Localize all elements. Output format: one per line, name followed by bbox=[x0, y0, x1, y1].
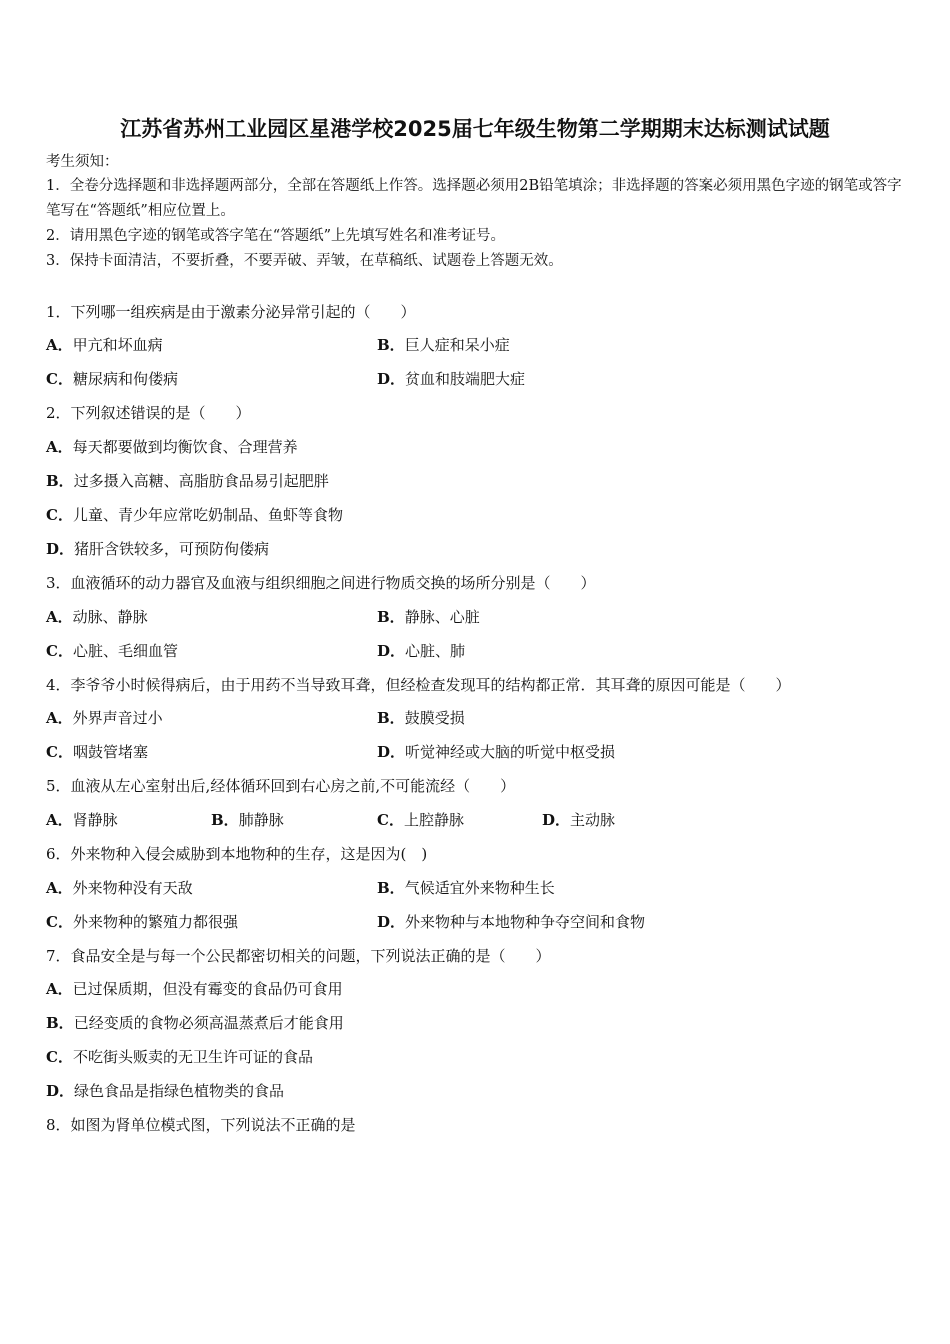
option-text: 绿色食品是指绿色植物类的食品 bbox=[74, 1082, 285, 1100]
option-letter: C． bbox=[46, 913, 73, 931]
notice-item-3: 3．保持卡面清洁，不要折叠，不要弄破、弄皱，在草稿纸、试题卷上答题无效。 bbox=[46, 253, 563, 269]
q6-option-a bbox=[46, 877, 193, 898]
option-text: 已经变质的食物必须高温蒸煮后才能食用 bbox=[73, 1014, 344, 1032]
q3-option-d bbox=[377, 640, 465, 661]
option-text: 外来物种与本地物种争夺空间和食物 bbox=[405, 913, 646, 931]
option-text: 儿童、青少年应常吃奶制品、鱼虾等食物 bbox=[72, 506, 343, 524]
option-letter: A． bbox=[46, 608, 73, 626]
q5-option-b bbox=[211, 809, 284, 830]
notice-heading: 考生须知： bbox=[46, 154, 119, 170]
q6-option-d bbox=[377, 911, 645, 932]
option-letter: C． bbox=[46, 642, 73, 660]
option-text: 心脏、肺 bbox=[405, 642, 466, 660]
option-text: 贫血和肢端肥大症 bbox=[405, 370, 526, 388]
option-letter: B． bbox=[46, 1014, 74, 1032]
option-text: 糖尿病和佝偻病 bbox=[72, 370, 178, 388]
q5-option-d bbox=[542, 809, 615, 830]
option-letter: C． bbox=[46, 1048, 73, 1066]
question-6-stem: 6．外来物种入侵会威胁到本地物种的生存，这是因为( ) bbox=[46, 845, 428, 863]
option-letter: C． bbox=[377, 811, 404, 829]
option-text: 静脉、心脏 bbox=[404, 608, 480, 626]
option-text: 外界声音过小 bbox=[72, 709, 163, 727]
option-letter: B． bbox=[377, 709, 405, 727]
q4-option-a bbox=[46, 707, 163, 728]
option-text: 鼓膜受损 bbox=[404, 709, 465, 727]
q7-option-d bbox=[46, 1080, 284, 1101]
q7-option-a bbox=[46, 978, 343, 999]
option-text: 气候适宜外来物种生长 bbox=[404, 879, 555, 897]
q5-option-c bbox=[377, 809, 464, 830]
option-letter: B． bbox=[377, 336, 405, 354]
option-letter: D． bbox=[377, 913, 406, 931]
q2-option-d bbox=[46, 538, 269, 559]
question-1-stem: 1．下列哪一组疾病是由于激素分泌异常引起的（ ） bbox=[46, 303, 416, 321]
option-letter: A． bbox=[46, 438, 73, 456]
q1-option-a bbox=[46, 334, 163, 355]
option-letter: B． bbox=[377, 879, 405, 897]
question-8-stem: 8．如图为肾单位模式图，下列说法不正确的是 bbox=[46, 1116, 356, 1134]
option-letter: A． bbox=[46, 336, 73, 354]
q3-option-a bbox=[46, 606, 148, 627]
option-text: 上腔静脉 bbox=[403, 811, 464, 829]
option-text: 不吃街头贩卖的无卫生许可证的食品 bbox=[72, 1048, 313, 1066]
option-text: 主动脉 bbox=[570, 811, 616, 829]
q4-option-d bbox=[377, 741, 615, 762]
q1-option-b bbox=[377, 334, 510, 355]
option-letter: D． bbox=[377, 743, 406, 761]
option-text: 甲亢和坏血病 bbox=[72, 336, 163, 354]
notice-item-1: 1．全卷分选择题和非选择题两部分，全部在答题纸上作答。选择题必须用2B铅笔填涂；非选择题的答案必须用黑色字迹的钢笔或答字笔写在“答题纸”相应位置上。 bbox=[46, 178, 902, 219]
option-text: 动脉、静脉 bbox=[72, 608, 148, 626]
option-text: 听觉神经或大脑的听觉中枢受损 bbox=[405, 743, 616, 761]
q4-option-b bbox=[377, 707, 465, 728]
option-letter: C． bbox=[46, 506, 73, 524]
q1-option-d bbox=[377, 368, 525, 389]
option-letter: D． bbox=[46, 1082, 75, 1100]
option-letter: A． bbox=[46, 879, 73, 897]
option-text: 每天都要做到均衡饮食、合理营养 bbox=[72, 438, 298, 456]
q7-option-b bbox=[46, 1012, 344, 1033]
option-letter: C． bbox=[46, 370, 73, 388]
q3-option-b bbox=[377, 606, 480, 627]
notice-item-2: 2．请用黑色字迹的钢笔或答字笔在“答题纸”上先填写姓名和准考证号。 bbox=[46, 228, 506, 244]
option-letter: A． bbox=[46, 980, 73, 998]
q6-option-b bbox=[377, 877, 555, 898]
option-text: 外来物种的繁殖力都很强 bbox=[72, 913, 238, 931]
question-2-stem: 2．下列叙述错误的是（ ） bbox=[46, 404, 251, 422]
option-text: 咽鼓管堵塞 bbox=[72, 743, 148, 761]
option-letter: B． bbox=[211, 811, 239, 829]
option-letter: D． bbox=[542, 811, 571, 829]
option-text: 肾静脉 bbox=[72, 811, 118, 829]
option-text: 猪肝含铁较多，可预防佝偻病 bbox=[74, 540, 270, 558]
q5-option-a bbox=[46, 809, 118, 830]
q1-option-c bbox=[46, 368, 178, 389]
option-letter: D． bbox=[377, 370, 406, 388]
option-letter: A． bbox=[46, 709, 73, 727]
option-letter: D． bbox=[377, 642, 406, 660]
option-text: 巨人症和呆小症 bbox=[404, 336, 510, 354]
option-letter: D． bbox=[46, 540, 75, 558]
q3-option-c bbox=[46, 640, 178, 661]
option-text: 已过保质期，但没有霉变的食品仍可食用 bbox=[72, 980, 343, 998]
question-4-stem: 4．李爷爷小时候得病后，由于用药不当导致耳聋，但经检查发现耳的结构都正常．其耳聋的原因可能是（ ） bbox=[46, 676, 791, 694]
option-text: 过多摄入高糖、高脂肪食品易引起肥胖 bbox=[73, 472, 329, 490]
option-text: 外来物种没有天敌 bbox=[72, 879, 193, 897]
option-letter: C． bbox=[46, 743, 73, 761]
q7-option-c bbox=[46, 1046, 313, 1067]
option-text: 心脏、毛细血管 bbox=[72, 642, 178, 660]
option-letter: B． bbox=[46, 472, 74, 490]
question-5-stem: 5．血液从左心室射出后,经体循环回到右心房之前,不可能流经（ ） bbox=[46, 777, 516, 795]
q6-option-c bbox=[46, 911, 238, 932]
q2-option-c bbox=[46, 504, 343, 525]
question-3-stem: 3．血液循环的动力器官及血液与组织细胞之间进行物质交换的场所分别是（ ） bbox=[46, 574, 596, 592]
q2-option-a bbox=[46, 436, 298, 457]
q4-option-c bbox=[46, 741, 148, 762]
exam-title: 江苏省苏州工业园区星港学校2025届七年级生物第二学期期末达标测试试题 bbox=[120, 117, 830, 141]
option-letter: A． bbox=[46, 811, 73, 829]
question-7-stem: 7．食品安全是与每一个公民都密切相关的问题，下列说法正确的是（ ） bbox=[46, 947, 551, 965]
q2-option-b bbox=[46, 470, 329, 491]
option-text: 肺静脉 bbox=[238, 811, 284, 829]
option-letter: B． bbox=[377, 608, 405, 626]
